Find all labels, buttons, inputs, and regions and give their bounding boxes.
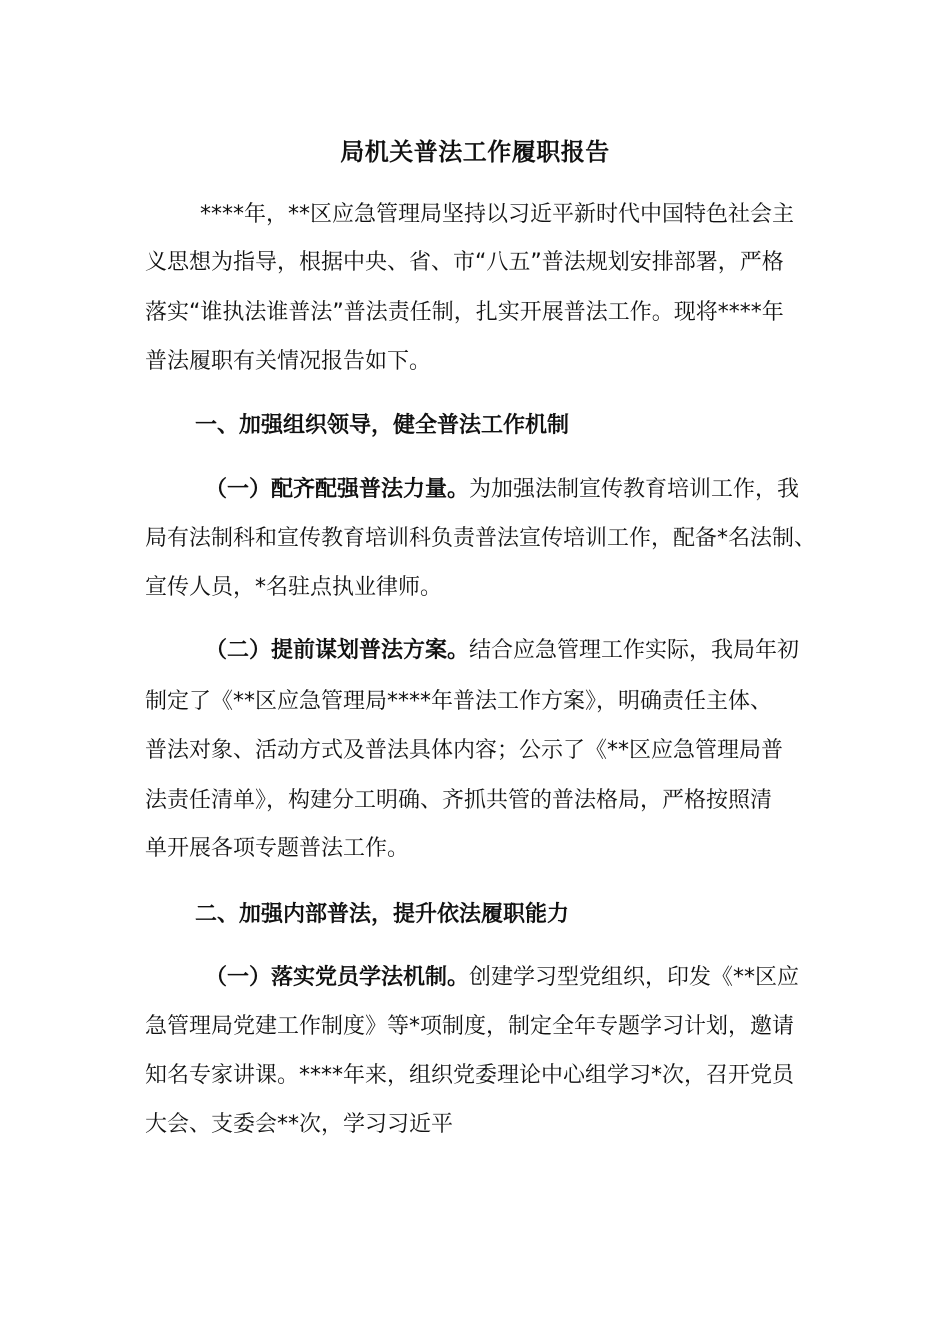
paragraph-line (205, 958, 799, 998)
paragraph-line: 普法对象、活动方式及普法具体内容；公示了《**区应急管理局普 (145, 738, 784, 763)
paragraph-line: 大会、支委会**次，学习习近平 (145, 1112, 454, 1137)
document-title: 局机关普法工作履职报告 (340, 138, 610, 166)
intro-line: ****年，**区应急管理局坚持以习近平新时代中国特色社会主 (200, 202, 795, 227)
item-lead: （一）落实党员学法机制。 (205, 965, 470, 990)
paragraph-line (205, 470, 799, 510)
intro-line: 普法履职有关情况报告如下。 (145, 349, 432, 374)
paragraph-line: 单开展各项专题普法工作。 (145, 836, 410, 861)
item-text: 结合应急管理工作实际，我局年初 (469, 638, 800, 663)
paragraph-line: 宣传人员，*名驻点执业律师。 (145, 575, 443, 600)
paragraph-line: 制定了《**区应急管理局****年普法工作方案》，明确责任主体、 (145, 689, 773, 714)
paragraph-line: 局有法制科和宣传教育培训科负责普法宣传培训工作，配备*名法制、 (145, 526, 817, 551)
section-heading: 一、加强组织领导，健全普法工作机制 (195, 413, 570, 438)
section-heading: 二、加强内部普法，提升依法履职能力 (195, 902, 570, 927)
item-lead: （一）配齐配强普法力量。 (205, 477, 470, 502)
paragraph-line: 急管理局党建工作制度》等*项制度，制定全年专题学习计划，邀请 (145, 1014, 795, 1039)
item-lead: （二）提前谋划普法方案。 (205, 638, 470, 663)
paragraph-line: 法责任清单》，构建分工明确、齐抓共管的普法格局，严格按照清 (145, 788, 773, 813)
item-text: 为加强法制宣传教育培训工作，我 (469, 477, 800, 502)
item-text: 创建学习型党组织，印发《**区应 (469, 965, 800, 990)
paragraph-line: 知名专家讲课。****年来，组织党委理论中心组学习*次，召开党员 (145, 1063, 795, 1088)
intro-line: 义思想为指导，根据中央、省、市“八五”普法规划安排部署，严格 (145, 250, 784, 275)
paragraph-line (205, 631, 799, 671)
intro-line: 落实“谁执法谁普法”普法责任制，扎实开展普法工作。现将****年 (145, 300, 784, 325)
